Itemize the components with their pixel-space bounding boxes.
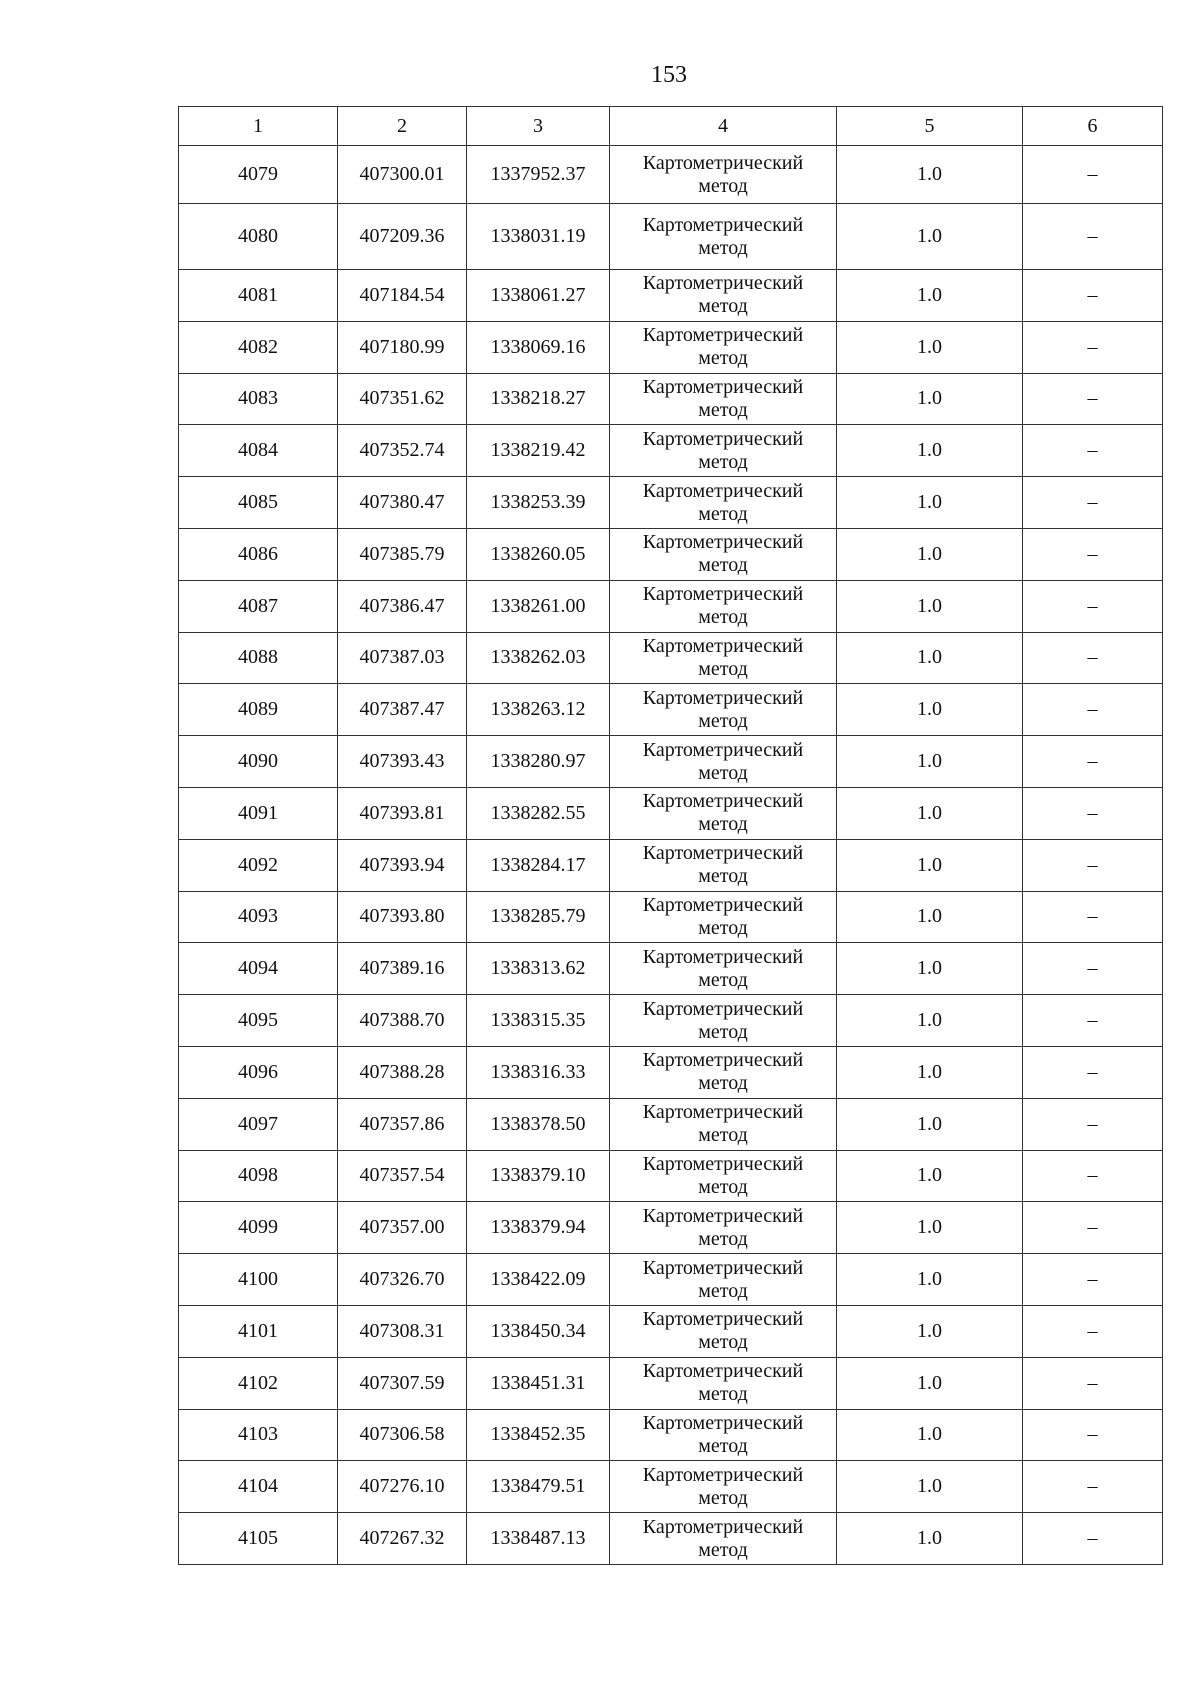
table-row (179, 787, 1163, 839)
accuracy-cell: 1.0 (837, 1461, 1023, 1513)
table-row (179, 477, 1163, 529)
method-text-line-2: метод (698, 813, 748, 836)
method-cell (610, 1305, 837, 1357)
point-number-cell: 4097 (179, 1098, 338, 1150)
y-coordinate-cell: 1338280.97 (467, 736, 610, 788)
method-text-line-1: Картометрический (642, 1256, 804, 1279)
page-number: 153 (651, 62, 687, 88)
table-row (179, 995, 1163, 1047)
method-text-line-1: Картометрический (642, 324, 804, 347)
table-header (179, 107, 1163, 146)
table-row (179, 1150, 1163, 1202)
method-text-line-2: метод (698, 1020, 748, 1043)
accuracy-cell: 1.0 (837, 1357, 1023, 1409)
method-cell (610, 477, 837, 529)
method-cell (610, 1098, 837, 1150)
point-number-cell: 4090 (179, 736, 338, 788)
method-cell (610, 1254, 837, 1306)
x-coordinate-cell: 407393.80 (338, 891, 467, 943)
note-cell: – (1023, 1254, 1163, 1306)
note-cell: – (1023, 1409, 1163, 1461)
method-text-line-1: Картометрический (642, 1152, 804, 1175)
x-coordinate-cell: 407357.54 (338, 1150, 467, 1202)
table-row (179, 321, 1163, 373)
point-number-cell: 4081 (179, 270, 338, 322)
x-coordinate-cell: 407393.94 (338, 839, 467, 891)
accuracy-cell: 1.0 (837, 839, 1023, 891)
accuracy-cell: 1.0 (837, 146, 1023, 204)
table-row (179, 1357, 1163, 1409)
method-text-line-2: метод (698, 450, 748, 473)
point-number-cell: 4089 (179, 684, 338, 736)
method-text-line-1: Картометрический (642, 1308, 804, 1331)
method-cell (610, 1150, 837, 1202)
accuracy-cell: 1.0 (837, 1150, 1023, 1202)
note-cell: – (1023, 146, 1163, 204)
method-text-line-2: метод (698, 709, 748, 732)
method-text-line-1: Картометрический (642, 375, 804, 398)
method-text-line-2: метод (698, 968, 748, 991)
table-row (179, 528, 1163, 580)
point-number-cell: 4102 (179, 1357, 338, 1409)
x-coordinate-cell: 407308.31 (338, 1305, 467, 1357)
note-cell: – (1023, 373, 1163, 425)
point-number-cell: 4086 (179, 528, 338, 580)
note-cell: – (1023, 943, 1163, 995)
table-row (179, 1254, 1163, 1306)
y-coordinate-cell: 1338262.03 (467, 632, 610, 684)
note-cell: – (1023, 995, 1163, 1047)
note-cell: – (1023, 839, 1163, 891)
accuracy-cell: 1.0 (837, 1409, 1023, 1461)
note-cell: – (1023, 270, 1163, 322)
method-text-line-2: метод (698, 865, 748, 888)
method-text-line-2: метод (698, 1072, 748, 1095)
method-text-line-2: метод (698, 347, 748, 370)
point-number-cell: 4083 (179, 373, 338, 425)
note-cell: – (1023, 1150, 1163, 1202)
x-coordinate-cell: 407393.43 (338, 736, 467, 788)
method-cell (610, 1409, 837, 1461)
x-coordinate-cell: 407387.03 (338, 632, 467, 684)
y-coordinate-cell: 1338313.62 (467, 943, 610, 995)
method-cell (610, 839, 837, 891)
column-header-4: 4 (610, 107, 837, 146)
table-row (179, 1098, 1163, 1150)
y-coordinate-cell: 1338284.17 (467, 839, 610, 891)
y-coordinate-cell: 1338487.13 (467, 1513, 610, 1565)
point-number-cell: 4101 (179, 1305, 338, 1357)
accuracy-cell: 1.0 (837, 1202, 1023, 1254)
x-coordinate-cell: 407267.32 (338, 1513, 467, 1565)
method-text-line-1: Картометрический (642, 531, 804, 554)
note-cell: – (1023, 787, 1163, 839)
x-coordinate-cell: 407388.70 (338, 995, 467, 1047)
method-cell (610, 632, 837, 684)
point-number-cell: 4079 (179, 146, 338, 204)
accuracy-cell: 1.0 (837, 1046, 1023, 1098)
method-text-line-1: Картометрический (642, 1049, 804, 1072)
point-number-cell: 4093 (179, 891, 338, 943)
x-coordinate-cell: 407352.74 (338, 425, 467, 477)
method-cell (610, 684, 837, 736)
accuracy-cell: 1.0 (837, 891, 1023, 943)
y-coordinate-cell: 1338218.27 (467, 373, 610, 425)
note-cell: – (1023, 425, 1163, 477)
method-text-line-2: метод (698, 1538, 748, 1561)
method-text-line-2: метод (698, 236, 748, 259)
y-coordinate-cell: 1338379.94 (467, 1202, 610, 1254)
method-text-line-2: метод (698, 1383, 748, 1406)
method-text-line-1: Картометрический (642, 842, 804, 865)
method-text-line-1: Картометрический (642, 151, 804, 174)
method-text-line-2: метод (698, 1279, 748, 1302)
method-cell (610, 146, 837, 204)
y-coordinate-cell: 1338219.42 (467, 425, 610, 477)
table-row (179, 632, 1163, 684)
accuracy-cell: 1.0 (837, 373, 1023, 425)
table-row (179, 1305, 1163, 1357)
x-coordinate-cell: 407300.01 (338, 146, 467, 204)
method-text-line-2: метод (698, 606, 748, 629)
y-coordinate-cell: 1337952.37 (467, 146, 610, 204)
method-cell (610, 204, 837, 270)
method-text-line-1: Картометрический (642, 427, 804, 450)
table-row (179, 839, 1163, 891)
note-cell: – (1023, 891, 1163, 943)
y-coordinate-cell: 1338061.27 (467, 270, 610, 322)
point-number-cell: 4099 (179, 1202, 338, 1254)
note-cell: – (1023, 528, 1163, 580)
note-cell: – (1023, 1046, 1163, 1098)
x-coordinate-cell: 407386.47 (338, 580, 467, 632)
accuracy-cell: 1.0 (837, 321, 1023, 373)
accuracy-cell: 1.0 (837, 632, 1023, 684)
x-coordinate-cell: 407393.81 (338, 787, 467, 839)
method-cell (610, 1202, 837, 1254)
note-cell: – (1023, 1098, 1163, 1150)
method-text-line-1: Картометрический (642, 479, 804, 502)
method-cell (610, 1357, 837, 1409)
y-coordinate-cell: 1338260.05 (467, 528, 610, 580)
table-row (179, 943, 1163, 995)
table-row (179, 1513, 1163, 1565)
x-coordinate-cell: 407385.79 (338, 528, 467, 580)
method-cell (610, 1046, 837, 1098)
accuracy-cell: 1.0 (837, 736, 1023, 788)
accuracy-cell: 1.0 (837, 684, 1023, 736)
accuracy-cell: 1.0 (837, 477, 1023, 529)
note-cell: – (1023, 321, 1163, 373)
method-text-line-2: метод (698, 398, 748, 421)
y-coordinate-cell: 1338452.35 (467, 1409, 610, 1461)
y-coordinate-cell: 1338282.55 (467, 787, 610, 839)
method-text-line-2: метод (698, 502, 748, 525)
note-cell: – (1023, 580, 1163, 632)
method-cell (610, 995, 837, 1047)
x-coordinate-cell: 407388.28 (338, 1046, 467, 1098)
y-coordinate-cell: 1338261.00 (467, 580, 610, 632)
column-header-6: 6 (1023, 107, 1163, 146)
accuracy-cell: 1.0 (837, 1098, 1023, 1150)
y-coordinate-cell: 1338450.34 (467, 1305, 610, 1357)
method-text-line-1: Картометрический (642, 634, 804, 657)
method-cell (610, 321, 837, 373)
point-number-cell: 4100 (179, 1254, 338, 1306)
note-cell: – (1023, 1305, 1163, 1357)
method-text-line-1: Картометрический (642, 997, 804, 1020)
table-row (179, 204, 1163, 270)
table-row (179, 425, 1163, 477)
table-row (179, 580, 1163, 632)
note-cell: – (1023, 1513, 1163, 1565)
method-text-line-1: Картометрический (642, 1101, 804, 1124)
x-coordinate-cell: 407380.47 (338, 477, 467, 529)
y-coordinate-cell: 1338069.16 (467, 321, 610, 373)
point-number-cell: 4096 (179, 1046, 338, 1098)
accuracy-cell: 1.0 (837, 1305, 1023, 1357)
x-coordinate-cell: 407307.59 (338, 1357, 467, 1409)
method-cell (610, 425, 837, 477)
point-number-cell: 4104 (179, 1461, 338, 1513)
method-text-line-1: Картометрический (642, 945, 804, 968)
point-number-cell: 4092 (179, 839, 338, 891)
point-number-cell: 4095 (179, 995, 338, 1047)
method-text-line-2: метод (698, 1124, 748, 1147)
x-coordinate-cell: 407351.62 (338, 373, 467, 425)
method-text-line-2: метод (698, 1227, 748, 1250)
accuracy-cell: 1.0 (837, 528, 1023, 580)
accuracy-cell: 1.0 (837, 425, 1023, 477)
accuracy-cell: 1.0 (837, 1513, 1023, 1565)
point-number-cell: 4080 (179, 204, 338, 270)
method-text-line-1: Картометрический (642, 583, 804, 606)
accuracy-cell: 1.0 (837, 787, 1023, 839)
method-text-line-1: Картометрический (642, 1411, 804, 1434)
table-row (179, 1461, 1163, 1513)
point-number-cell: 4084 (179, 425, 338, 477)
table-row (179, 891, 1163, 943)
x-coordinate-cell: 407389.16 (338, 943, 467, 995)
point-number-cell: 4088 (179, 632, 338, 684)
method-text-line-2: метод (698, 1434, 748, 1457)
x-coordinate-cell: 407180.99 (338, 321, 467, 373)
table-row (179, 373, 1163, 425)
method-text-line-2: метод (698, 554, 748, 577)
table-row (179, 146, 1163, 204)
point-number-cell: 4087 (179, 580, 338, 632)
y-coordinate-cell: 1338285.79 (467, 891, 610, 943)
method-text-line-2: метод (698, 1331, 748, 1354)
accuracy-cell: 1.0 (837, 270, 1023, 322)
column-header-2: 2 (338, 107, 467, 146)
note-cell: – (1023, 1202, 1163, 1254)
table-row (179, 1046, 1163, 1098)
column-header-1: 1 (179, 107, 338, 146)
note-cell: – (1023, 632, 1163, 684)
method-text-line-2: метод (698, 916, 748, 939)
method-cell (610, 1461, 837, 1513)
point-number-cell: 4085 (179, 477, 338, 529)
x-coordinate-cell: 407184.54 (338, 270, 467, 322)
y-coordinate-cell: 1338422.09 (467, 1254, 610, 1306)
note-cell: – (1023, 1357, 1163, 1409)
x-coordinate-cell: 407357.86 (338, 1098, 467, 1150)
method-cell (610, 1513, 837, 1565)
y-coordinate-cell: 1338479.51 (467, 1461, 610, 1513)
note-cell: – (1023, 736, 1163, 788)
method-text-line-1: Картометрический (642, 1360, 804, 1383)
method-text-line-1: Картометрический (642, 1463, 804, 1486)
x-coordinate-cell: 407357.00 (338, 1202, 467, 1254)
method-cell (610, 787, 837, 839)
y-coordinate-cell: 1338379.10 (467, 1150, 610, 1202)
y-coordinate-cell: 1338263.12 (467, 684, 610, 736)
accuracy-cell: 1.0 (837, 943, 1023, 995)
note-cell: – (1023, 684, 1163, 736)
method-text-line-1: Картометрический (642, 738, 804, 761)
note-cell: – (1023, 204, 1163, 270)
y-coordinate-cell: 1338378.50 (467, 1098, 610, 1150)
point-number-cell: 4082 (179, 321, 338, 373)
table-row (179, 1202, 1163, 1254)
accuracy-cell: 1.0 (837, 204, 1023, 270)
accuracy-cell: 1.0 (837, 1254, 1023, 1306)
method-cell (610, 580, 837, 632)
x-coordinate-cell: 407326.70 (338, 1254, 467, 1306)
point-number-cell: 4105 (179, 1513, 338, 1565)
method-text-line-1: Картометрический (642, 1204, 804, 1227)
x-coordinate-cell: 407276.10 (338, 1461, 467, 1513)
header-row (179, 107, 1163, 146)
column-header-5: 5 (837, 107, 1023, 146)
method-text-line-2: метод (698, 174, 748, 197)
method-text-line-2: метод (698, 1175, 748, 1198)
method-text-line-1: Картометрический (642, 893, 804, 916)
method-text-line-1: Картометрический (642, 213, 804, 236)
coordinates-table (178, 106, 1163, 1565)
x-coordinate-cell: 407209.36 (338, 204, 467, 270)
point-number-cell: 4094 (179, 943, 338, 995)
method-text-line-1: Картометрический (642, 686, 804, 709)
method-text-line-1: Картометрический (642, 1515, 804, 1538)
method-cell (610, 270, 837, 322)
y-coordinate-cell: 1338316.33 (467, 1046, 610, 1098)
note-cell: – (1023, 1461, 1163, 1513)
method-cell (610, 528, 837, 580)
method-cell (610, 891, 837, 943)
method-cell (610, 736, 837, 788)
table-row (179, 1409, 1163, 1461)
y-coordinate-cell: 1338315.35 (467, 995, 610, 1047)
x-coordinate-cell: 407306.58 (338, 1409, 467, 1461)
method-text-line-2: метод (698, 1486, 748, 1509)
table-body (179, 146, 1163, 1565)
point-number-cell: 4091 (179, 787, 338, 839)
method-text-line-1: Картометрический (642, 790, 804, 813)
table-row (179, 270, 1163, 322)
method-text-line-1: Картометрический (642, 272, 804, 295)
x-coordinate-cell: 407387.47 (338, 684, 467, 736)
accuracy-cell: 1.0 (837, 580, 1023, 632)
point-number-cell: 4098 (179, 1150, 338, 1202)
note-cell: – (1023, 477, 1163, 529)
method-text-line-2: метод (698, 295, 748, 318)
table-row (179, 684, 1163, 736)
method-text-line-2: метод (698, 761, 748, 784)
table-row (179, 736, 1163, 788)
accuracy-cell: 1.0 (837, 995, 1023, 1047)
method-cell (610, 943, 837, 995)
method-cell (610, 373, 837, 425)
y-coordinate-cell: 1338253.39 (467, 477, 610, 529)
point-number-cell: 4103 (179, 1409, 338, 1461)
y-coordinate-cell: 1338031.19 (467, 204, 610, 270)
method-text-line-2: метод (698, 657, 748, 680)
column-header-3: 3 (467, 107, 610, 146)
y-coordinate-cell: 1338451.31 (467, 1357, 610, 1409)
